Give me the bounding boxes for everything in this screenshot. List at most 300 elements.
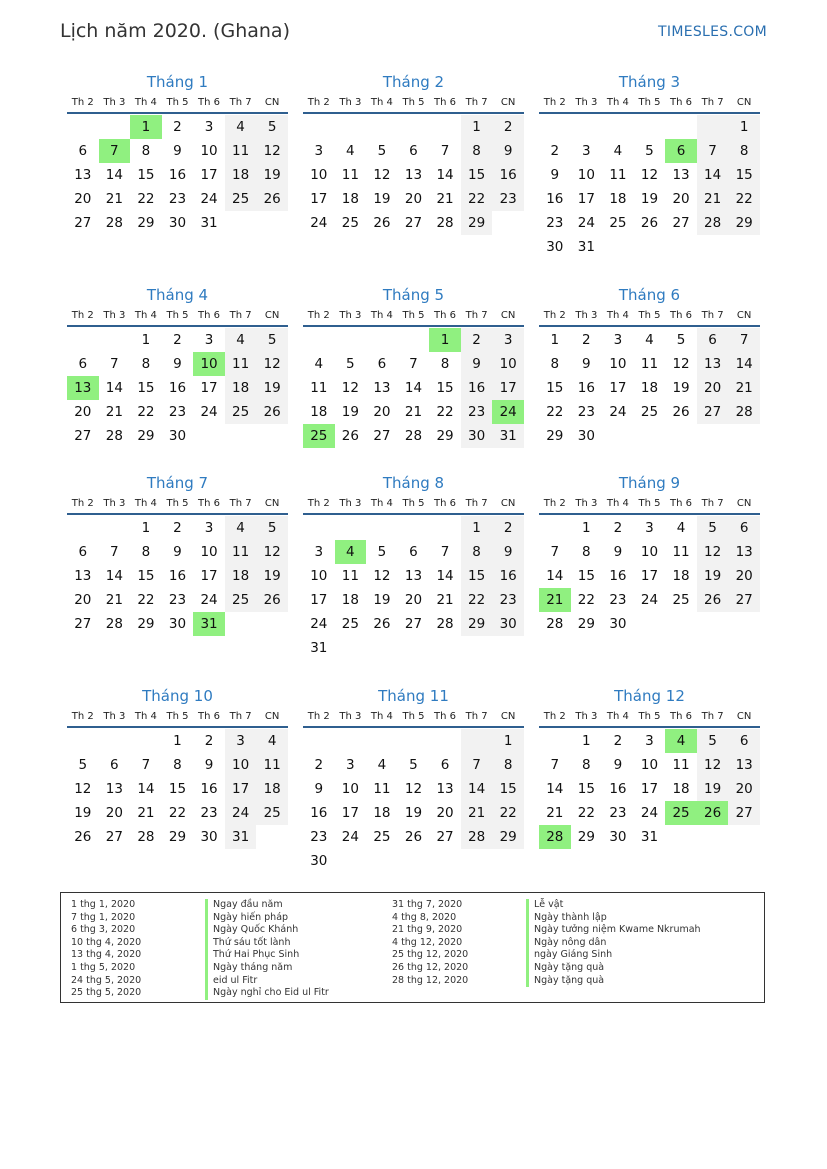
day-cell[interactable]: 22 [577, 592, 595, 608]
holiday-day-cell[interactable]: 21 [539, 588, 571, 612]
day-cell[interactable]: 19 [256, 376, 288, 400]
day-cell[interactable]: 19 [74, 805, 92, 821]
day-cell[interactable]: 9 [492, 139, 524, 163]
holiday-day-cell[interactable]: 10 [193, 352, 225, 376]
day-cell[interactable]: 18 [225, 376, 257, 400]
day-cell[interactable]: 16 [168, 167, 187, 183]
day-cell[interactable]: 29 [137, 428, 155, 444]
day-cell[interactable]: 31 [310, 640, 328, 656]
day-cell[interactable]: 30 [577, 428, 595, 444]
day-cell[interactable]: 27 [74, 215, 92, 231]
day-cell[interactable]: 20 [697, 376, 729, 400]
day-cell[interactable]: 5 [676, 332, 686, 348]
day-cell[interactable]: 23 [168, 592, 187, 608]
day-cell[interactable]: 26 [373, 215, 391, 231]
day-cell[interactable]: 28 [105, 616, 123, 632]
day-cell[interactable]: 23 [609, 805, 627, 821]
day-cell[interactable]: 6 [728, 729, 760, 753]
day-cell[interactable]: 1 [550, 332, 560, 348]
day-cell[interactable]: 19 [672, 380, 690, 396]
day-cell[interactable]: 25 [256, 801, 288, 825]
day-cell[interactable]: 29 [461, 612, 493, 636]
day-cell[interactable]: 10 [200, 143, 218, 159]
day-cell[interactable]: 17 [577, 191, 595, 207]
day-cell[interactable]: 12 [256, 139, 288, 163]
day-cell[interactable]: 4 [225, 328, 257, 352]
day-cell[interactable]: 9 [492, 540, 524, 564]
day-cell[interactable]: 5 [78, 757, 88, 773]
day-cell[interactable]: 16 [168, 568, 187, 584]
day-cell[interactable]: 23 [577, 404, 595, 420]
day-cell[interactable]: 3 [645, 520, 654, 536]
day-cell[interactable]: 5 [697, 729, 729, 753]
day-cell[interactable]: 21 [105, 592, 123, 608]
day-cell[interactable]: 26 [256, 400, 288, 424]
holiday-day-cell[interactable]: 7 [99, 139, 131, 163]
day-cell[interactable]: 17 [640, 568, 659, 584]
day-cell[interactable]: 21 [404, 404, 423, 420]
day-cell[interactable]: 20 [74, 404, 92, 420]
day-cell[interactable]: 3 [613, 332, 623, 348]
day-cell[interactable]: 15 [577, 781, 595, 797]
day-cell[interactable]: 15 [546, 380, 564, 396]
day-cell[interactable]: 13 [404, 568, 423, 584]
day-cell[interactable]: 12 [373, 568, 391, 584]
day-cell[interactable]: 8 [461, 139, 493, 163]
day-cell[interactable]: 14 [461, 777, 493, 801]
day-cell[interactable]: 1 [141, 520, 151, 536]
day-cell[interactable]: 8 [440, 356, 450, 372]
day-cell[interactable]: 11 [640, 356, 659, 372]
day-cell[interactable]: 3 [645, 733, 654, 749]
day-cell[interactable]: 11 [672, 544, 690, 560]
day-cell[interactable]: 27 [728, 588, 760, 612]
day-cell[interactable]: 21 [436, 191, 454, 207]
day-cell[interactable]: 10 [640, 544, 659, 560]
day-cell[interactable]: 15 [137, 380, 155, 396]
day-cell[interactable]: 27 [728, 801, 760, 825]
day-cell[interactable]: 18 [341, 191, 359, 207]
day-cell[interactable]: 12 [404, 781, 423, 797]
day-cell[interactable]: 16 [200, 781, 218, 797]
day-cell[interactable]: 24 [225, 801, 257, 825]
day-cell[interactable]: 15 [137, 568, 155, 584]
day-cell[interactable]: 3 [314, 544, 324, 560]
day-cell[interactable]: 15 [137, 167, 155, 183]
day-cell[interactable]: 25 [225, 588, 257, 612]
day-cell[interactable]: 28 [697, 211, 729, 235]
day-cell[interactable]: 11 [256, 753, 288, 777]
day-cell[interactable]: 17 [492, 376, 524, 400]
day-cell[interactable]: 16 [492, 163, 524, 187]
day-cell[interactable]: 25 [225, 400, 257, 424]
day-cell[interactable]: 8 [728, 139, 760, 163]
day-cell[interactable]: 31 [492, 424, 524, 448]
day-cell[interactable]: 12 [74, 781, 92, 797]
day-cell[interactable]: 12 [341, 380, 359, 396]
day-cell[interactable]: 28 [137, 829, 155, 845]
day-cell[interactable]: 7 [110, 356, 119, 372]
day-cell[interactable]: 24 [577, 215, 595, 231]
day-cell[interactable]: 7 [440, 544, 450, 560]
day-cell[interactable]: 19 [404, 805, 423, 821]
day-cell[interactable]: 23 [200, 805, 218, 821]
day-cell[interactable]: 3 [492, 328, 524, 352]
day-cell[interactable]: 19 [373, 191, 391, 207]
day-cell[interactable]: 31 [225, 825, 257, 849]
day-cell[interactable]: 20 [672, 191, 690, 207]
day-cell[interactable]: 17 [225, 777, 257, 801]
day-cell[interactable]: 29 [461, 211, 493, 235]
day-cell[interactable]: 11 [609, 167, 627, 183]
day-cell[interactable]: 14 [697, 163, 729, 187]
day-cell[interactable]: 21 [436, 592, 454, 608]
day-cell[interactable]: 28 [404, 428, 423, 444]
day-cell[interactable]: 2 [173, 520, 182, 536]
day-cell[interactable]: 10 [310, 568, 328, 584]
day-cell[interactable]: 5 [256, 328, 288, 352]
day-cell[interactable]: 21 [697, 187, 729, 211]
holiday-day-cell[interactable]: 1 [429, 328, 461, 352]
day-cell[interactable]: 13 [74, 167, 92, 183]
day-cell[interactable]: 4 [676, 520, 686, 536]
day-cell[interactable]: 2 [492, 115, 524, 139]
day-cell[interactable]: 16 [546, 191, 564, 207]
day-cell[interactable]: 7 [550, 757, 560, 773]
holiday-day-cell[interactable]: 6 [665, 139, 697, 163]
day-cell[interactable]: 18 [640, 380, 659, 396]
day-cell[interactable]: 22 [168, 805, 187, 821]
day-cell[interactable]: 13 [404, 167, 423, 183]
day-cell[interactable]: 15 [461, 163, 493, 187]
day-cell[interactable]: 14 [546, 781, 564, 797]
day-cell[interactable]: 9 [314, 781, 324, 797]
day-cell[interactable]: 26 [74, 829, 92, 845]
day-cell[interactable]: 13 [74, 568, 92, 584]
day-cell[interactable]: 14 [105, 167, 123, 183]
day-cell[interactable]: 18 [225, 163, 257, 187]
day-cell[interactable]: 10 [609, 356, 627, 372]
day-cell[interactable]: 9 [582, 356, 591, 372]
day-cell[interactable]: 24 [341, 829, 359, 845]
day-cell[interactable]: 20 [373, 404, 391, 420]
day-cell[interactable]: 16 [609, 781, 627, 797]
day-cell[interactable]: 9 [550, 167, 560, 183]
day-cell[interactable]: 17 [310, 191, 328, 207]
day-cell[interactable]: 3 [346, 757, 355, 773]
day-cell[interactable]: 30 [609, 829, 627, 845]
day-cell[interactable]: 4 [377, 757, 387, 773]
day-cell[interactable]: 14 [105, 380, 123, 396]
day-cell[interactable]: 23 [168, 404, 187, 420]
day-cell[interactable]: 31 [200, 215, 218, 231]
day-cell[interactable]: 6 [409, 544, 418, 560]
day-cell[interactable]: 6 [78, 544, 88, 560]
day-cell[interactable]: 28 [105, 215, 123, 231]
day-cell[interactable]: 4 [613, 143, 623, 159]
day-cell[interactable]: 18 [672, 781, 690, 797]
day-cell[interactable]: 5 [645, 143, 654, 159]
day-cell[interactable]: 29 [577, 616, 595, 632]
day-cell[interactable]: 20 [436, 805, 454, 821]
day-cell[interactable]: 22 [137, 191, 155, 207]
day-cell[interactable]: 24 [609, 404, 627, 420]
day-cell[interactable]: 13 [728, 753, 760, 777]
holiday-day-cell[interactable]: 26 [697, 801, 729, 825]
day-cell[interactable]: 7 [728, 328, 760, 352]
day-cell[interactable]: 6 [377, 356, 387, 372]
day-cell[interactable]: 26 [404, 829, 423, 845]
day-cell[interactable]: 18 [310, 404, 328, 420]
day-cell[interactable]: 14 [436, 568, 454, 584]
day-cell[interactable]: 27 [74, 616, 92, 632]
day-cell[interactable]: 1 [728, 115, 760, 139]
day-cell[interactable]: 20 [404, 191, 423, 207]
day-cell[interactable]: 4 [225, 115, 257, 139]
day-cell[interactable]: 20 [404, 592, 423, 608]
day-cell[interactable]: 16 [168, 380, 187, 396]
day-cell[interactable]: 20 [105, 805, 123, 821]
day-cell[interactable]: 27 [404, 215, 423, 231]
day-cell[interactable]: 15 [728, 163, 760, 187]
day-cell[interactable]: 26 [341, 428, 359, 444]
day-cell[interactable]: 22 [137, 592, 155, 608]
day-cell[interactable]: 6 [110, 757, 119, 773]
day-cell[interactable]: 15 [461, 564, 493, 588]
day-cell[interactable]: 30 [609, 616, 627, 632]
day-cell[interactable]: 23 [546, 215, 564, 231]
day-cell[interactable]: 14 [728, 352, 760, 376]
day-cell[interactable]: 23 [492, 588, 524, 612]
day-cell[interactable]: 9 [173, 143, 182, 159]
day-cell[interactable]: 11 [672, 757, 690, 773]
day-cell[interactable]: 10 [492, 352, 524, 376]
day-cell[interactable]: 4 [346, 143, 355, 159]
day-cell[interactable]: 31 [577, 239, 595, 255]
day-cell[interactable]: 5 [377, 143, 387, 159]
day-cell[interactable]: 25 [225, 187, 257, 211]
day-cell[interactable]: 6 [440, 757, 450, 773]
day-cell[interactable]: 2 [613, 520, 623, 536]
day-cell[interactable]: 22 [461, 588, 493, 612]
day-cell[interactable]: 19 [373, 592, 391, 608]
day-cell[interactable]: 10 [640, 757, 659, 773]
day-cell[interactable]: 25 [341, 616, 359, 632]
day-cell[interactable]: 12 [697, 540, 729, 564]
holiday-day-cell[interactable]: 1 [130, 115, 162, 139]
day-cell[interactable]: 29 [577, 829, 595, 845]
day-cell[interactable]: 29 [137, 616, 155, 632]
day-cell[interactable]: 13 [436, 781, 454, 797]
day-cell[interactable]: 22 [137, 404, 155, 420]
day-cell[interactable]: 16 [310, 805, 328, 821]
day-cell[interactable]: 30 [461, 424, 493, 448]
day-cell[interactable]: 17 [200, 380, 218, 396]
day-cell[interactable]: 23 [310, 829, 328, 845]
day-cell[interactable]: 26 [672, 404, 690, 420]
day-cell[interactable]: 9 [613, 544, 623, 560]
day-cell[interactable]: 17 [200, 167, 218, 183]
day-cell[interactable]: 17 [341, 805, 359, 821]
day-cell[interactable]: 12 [256, 540, 288, 564]
holiday-day-cell[interactable]: 4 [665, 729, 697, 753]
day-cell[interactable]: 28 [546, 616, 564, 632]
day-cell[interactable]: 18 [225, 564, 257, 588]
day-cell[interactable]: 28 [436, 616, 454, 632]
day-cell[interactable]: 27 [404, 616, 423, 632]
day-cell[interactable]: 25 [341, 215, 359, 231]
day-cell[interactable]: 3 [204, 520, 214, 536]
day-cell[interactable]: 19 [256, 163, 288, 187]
day-cell[interactable]: 19 [640, 191, 659, 207]
day-cell[interactable]: 18 [672, 568, 690, 584]
day-cell[interactable]: 13 [728, 540, 760, 564]
day-cell[interactable]: 14 [436, 167, 454, 183]
day-cell[interactable]: 18 [256, 777, 288, 801]
day-cell[interactable]: 25 [373, 829, 391, 845]
day-cell[interactable]: 1 [173, 733, 182, 749]
day-cell[interactable]: 12 [373, 167, 391, 183]
day-cell[interactable]: 9 [173, 356, 182, 372]
day-cell[interactable]: 2 [173, 332, 182, 348]
day-cell[interactable]: 16 [577, 380, 595, 396]
day-cell[interactable]: 8 [582, 544, 591, 560]
day-cell[interactable]: 7 [440, 143, 450, 159]
day-cell[interactable]: 1 [461, 115, 493, 139]
day-cell[interactable]: 20 [728, 564, 760, 588]
day-cell[interactable]: 14 [404, 380, 423, 396]
day-cell[interactable]: 5 [256, 115, 288, 139]
day-cell[interactable]: 5 [409, 757, 418, 773]
day-cell[interactable]: 10 [577, 167, 595, 183]
day-cell[interactable]: 6 [409, 143, 418, 159]
day-cell[interactable]: 12 [672, 356, 690, 372]
day-cell[interactable]: 22 [577, 805, 595, 821]
day-cell[interactable]: 3 [204, 332, 214, 348]
day-cell[interactable]: 11 [225, 540, 257, 564]
day-cell[interactable]: 10 [200, 544, 218, 560]
day-cell[interactable]: 25 [672, 592, 690, 608]
day-cell[interactable]: 27 [373, 428, 391, 444]
day-cell[interactable]: 7 [110, 544, 119, 560]
day-cell[interactable]: 4 [314, 356, 324, 372]
day-cell[interactable]: 18 [373, 805, 391, 821]
day-cell[interactable]: 13 [105, 781, 123, 797]
day-cell[interactable]: 7 [461, 753, 493, 777]
day-cell[interactable]: 30 [546, 239, 564, 255]
day-cell[interactable]: 21 [137, 805, 155, 821]
day-cell[interactable]: 10 [310, 167, 328, 183]
site-logo[interactable]: TIMESLES.COM [658, 24, 767, 40]
day-cell[interactable]: 6 [78, 356, 88, 372]
day-cell[interactable]: 8 [141, 356, 151, 372]
day-cell[interactable]: 18 [341, 592, 359, 608]
day-cell[interactable]: 1 [582, 733, 591, 749]
day-cell[interactable]: 19 [341, 404, 359, 420]
day-cell[interactable]: 20 [728, 777, 760, 801]
day-cell[interactable]: 30 [200, 829, 218, 845]
day-cell[interactable]: 20 [74, 592, 92, 608]
day-cell[interactable]: 18 [609, 191, 627, 207]
day-cell[interactable]: 2 [461, 328, 493, 352]
holiday-day-cell[interactable]: 28 [539, 825, 571, 849]
day-cell[interactable]: 28 [461, 825, 493, 849]
day-cell[interactable]: 24 [640, 592, 659, 608]
day-cell[interactable]: 10 [341, 781, 359, 797]
day-cell[interactable]: 19 [697, 777, 729, 801]
day-cell[interactable]: 9 [461, 352, 493, 376]
holiday-day-cell[interactable]: 13 [67, 376, 99, 400]
day-cell[interactable]: 5 [697, 516, 729, 540]
day-cell[interactable]: 26 [640, 215, 659, 231]
day-cell[interactable]: 2 [492, 516, 524, 540]
day-cell[interactable]: 22 [436, 404, 454, 420]
day-cell[interactable]: 2 [314, 757, 324, 773]
holiday-day-cell[interactable]: 31 [193, 612, 225, 636]
day-cell[interactable]: 2 [613, 733, 623, 749]
day-cell[interactable]: 22 [546, 404, 564, 420]
day-cell[interactable]: 30 [168, 428, 187, 444]
day-cell[interactable]: 21 [461, 801, 493, 825]
day-cell[interactable]: 26 [256, 588, 288, 612]
day-cell[interactable]: 27 [74, 428, 92, 444]
day-cell[interactable]: 14 [137, 781, 155, 797]
day-cell[interactable]: 12 [256, 352, 288, 376]
day-cell[interactable]: 4 [225, 516, 257, 540]
day-cell[interactable]: 13 [672, 167, 690, 183]
day-cell[interactable]: 24 [200, 404, 218, 420]
holiday-day-cell[interactable]: 24 [492, 400, 524, 424]
day-cell[interactable]: 26 [697, 588, 729, 612]
day-cell[interactable]: 15 [492, 777, 524, 801]
day-cell[interactable]: 5 [346, 356, 355, 372]
day-cell[interactable]: 28 [436, 215, 454, 231]
day-cell[interactable]: 3 [225, 729, 257, 753]
day-cell[interactable]: 17 [310, 592, 328, 608]
day-cell[interactable]: 7 [550, 544, 560, 560]
day-cell[interactable]: 5 [256, 516, 288, 540]
day-cell[interactable]: 19 [256, 564, 288, 588]
day-cell[interactable]: 11 [225, 352, 257, 376]
day-cell[interactable]: 2 [204, 733, 214, 749]
day-cell[interactable]: 28 [728, 400, 760, 424]
day-cell[interactable]: 30 [492, 612, 524, 636]
day-cell[interactable]: 16 [461, 376, 493, 400]
day-cell[interactable]: 2 [173, 119, 182, 135]
day-cell[interactable]: 8 [550, 356, 560, 372]
day-cell[interactable]: 24 [640, 805, 659, 821]
day-cell[interactable]: 25 [609, 215, 627, 231]
day-cell[interactable]: 30 [168, 616, 187, 632]
day-cell[interactable]: 30 [310, 853, 328, 869]
day-cell[interactable]: 22 [461, 187, 493, 211]
day-cell[interactable]: 24 [200, 592, 218, 608]
day-cell[interactable]: 8 [173, 757, 182, 773]
day-cell[interactable]: 2 [582, 332, 591, 348]
day-cell[interactable]: 24 [200, 191, 218, 207]
day-cell[interactable]: 29 [436, 428, 454, 444]
day-cell[interactable]: 26 [373, 616, 391, 632]
day-cell[interactable]: 17 [609, 380, 627, 396]
day-cell[interactable]: 7 [141, 757, 151, 773]
day-cell[interactable]: 8 [141, 544, 151, 560]
day-cell[interactable]: 30 [168, 215, 187, 231]
day-cell[interactable]: 6 [697, 328, 729, 352]
day-cell[interactable]: 21 [546, 805, 564, 821]
day-cell[interactable]: 23 [168, 191, 187, 207]
day-cell[interactable]: 14 [546, 568, 564, 584]
day-cell[interactable]: 3 [582, 143, 591, 159]
